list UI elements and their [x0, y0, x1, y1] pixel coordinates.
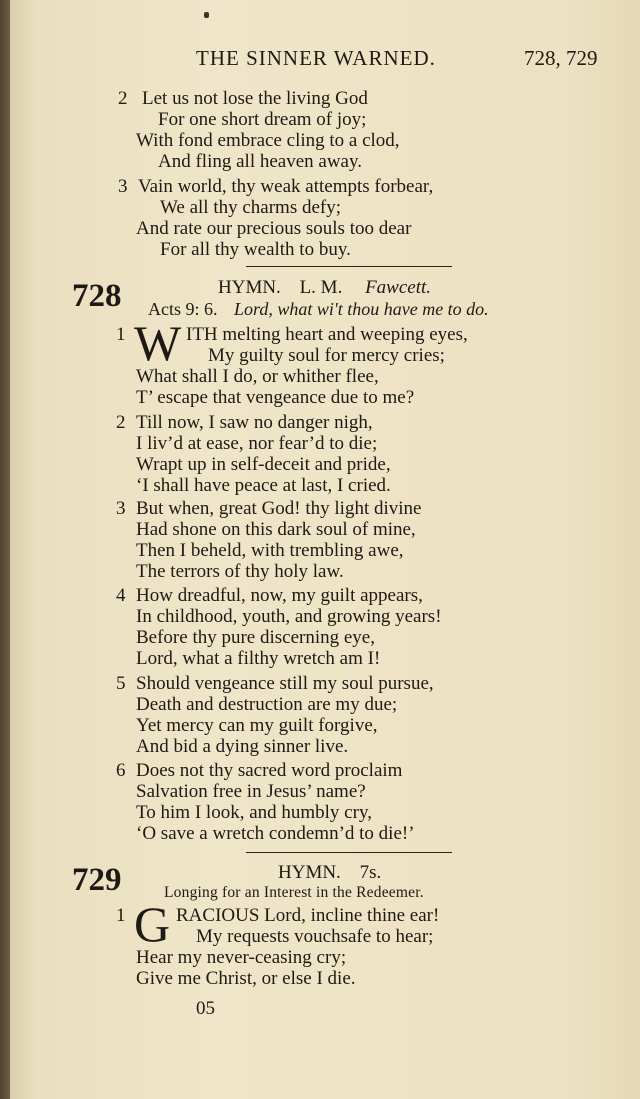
section-rule — [246, 266, 452, 267]
verse-line: Death and destruction are my due; — [136, 694, 398, 715]
verse-line: We all thy charms defy; — [160, 197, 342, 218]
verse-line: Vain world, thy weak attempts forbear, — [138, 176, 434, 197]
hymn-meter: 7s. — [359, 862, 382, 883]
verse-line: RACIOUS Lord, incline thine ear! — [176, 905, 440, 926]
verse-line: ‘O save a wretch condemn’d to die!’ — [136, 823, 415, 844]
verse-line: Salvation free in Jesus’ name? — [136, 781, 366, 802]
verse-number: 3 — [116, 498, 126, 519]
verse-line: My requests vouchsafe to hear; — [196, 926, 434, 947]
book-spine-edge — [0, 0, 10, 1099]
verse-line: Does not thy sacred word proclaim — [136, 760, 403, 781]
hymn-author: Fawcett. — [365, 277, 432, 298]
verse-line: Yet mercy can my guilt forgive, — [136, 715, 378, 736]
verse-line: Should vengeance still my soul pursue, — [136, 673, 434, 694]
verse-line: Before thy pure discerning eye, — [136, 627, 375, 648]
verse-line: The terrors of thy holy law. — [136, 561, 344, 582]
verse-line: ‘I shall have peace at last, I cried. — [136, 475, 391, 496]
verse-line: Hear my never-ceasing cry; — [136, 947, 347, 968]
scripture-text — [148, 299, 489, 320]
verse-line: For one short dream of joy; — [158, 109, 367, 130]
verse-line: How dreadful, now, my guilt appears, — [136, 585, 423, 606]
scripture-reference: Acts 9: 6. — [148, 299, 218, 319]
verse-line: I liv’d at ease, nor fear’d to die; — [136, 433, 378, 454]
verse-line: Then I beheld, with trembling awe, — [136, 540, 404, 561]
verse-line: Till now, I saw no danger nigh, — [136, 412, 373, 433]
hymn-label: HYMN. — [278, 862, 341, 883]
verse-line: In childhood, youth, and growing years! — [136, 606, 442, 627]
verse-number: 1 — [116, 324, 126, 345]
verse-line: And bid a dying sinner live. — [136, 736, 349, 757]
hymnal-page — [10, 0, 640, 1099]
verse-line: Give me Christ, or else I die. — [136, 968, 356, 989]
running-title: THE SINNER WARNED. — [196, 46, 436, 70]
verse-number: 3 — [118, 176, 128, 197]
verse-line: To him I look, and humbly cry, — [136, 802, 372, 823]
hymn-heading — [278, 862, 381, 884]
verse-number: 2 — [116, 412, 126, 433]
verse-number: 5 — [116, 673, 126, 694]
drop-cap: G — [134, 896, 171, 952]
scripture-quote: Lord, what wi't thou have me to do. — [234, 299, 489, 319]
verse-line: And rate our precious souls too dear — [136, 218, 412, 239]
verse-line: For all thy wealth to buy. — [160, 239, 351, 260]
drop-cap: W — [134, 315, 182, 371]
verse-number: 1 — [116, 905, 126, 926]
hymn-number: 729 — [72, 862, 122, 898]
hymn-heading — [218, 277, 431, 299]
hymn-label: HYMN. — [218, 277, 281, 298]
verse-number: 6 — [116, 760, 126, 781]
verse-line: ITH melting heart and weeping eyes, — [186, 324, 468, 345]
page-header — [10, 46, 640, 76]
verse-line: But when, great God! thy light divine — [136, 498, 422, 519]
hymn-number: 728 — [72, 278, 122, 314]
page-numbers: 728, 729 — [524, 46, 598, 70]
verse-line: With fond embrace cling to a clod, — [136, 130, 400, 151]
printer-signature: 05 — [196, 998, 215, 1019]
verse-line: And fling all heaven away. — [158, 151, 362, 172]
section-rule — [246, 852, 452, 853]
hymn-meter: L. M. — [299, 277, 343, 298]
verse-line: T’ escape that vengeance due to me? — [136, 387, 415, 408]
verse-line: Wrapt up in self-deceit and pride, — [136, 454, 391, 475]
verse-number: 2 — [118, 88, 128, 109]
hymn-subtitle: Longing for an Interest in the Redeemer. — [164, 884, 424, 901]
verse-line: What shall I do, or whither flee, — [136, 366, 379, 387]
ink-speck — [204, 12, 209, 18]
verse-line: Let us not lose the living God — [142, 88, 368, 109]
verse-number: 4 — [116, 585, 126, 606]
verse-line: My guilty soul for mercy cries; — [208, 345, 445, 366]
verse-line: Lord, what a filthy wretch am I! — [136, 648, 381, 669]
verse-line: Had shone on this dark soul of mine, — [136, 519, 416, 540]
